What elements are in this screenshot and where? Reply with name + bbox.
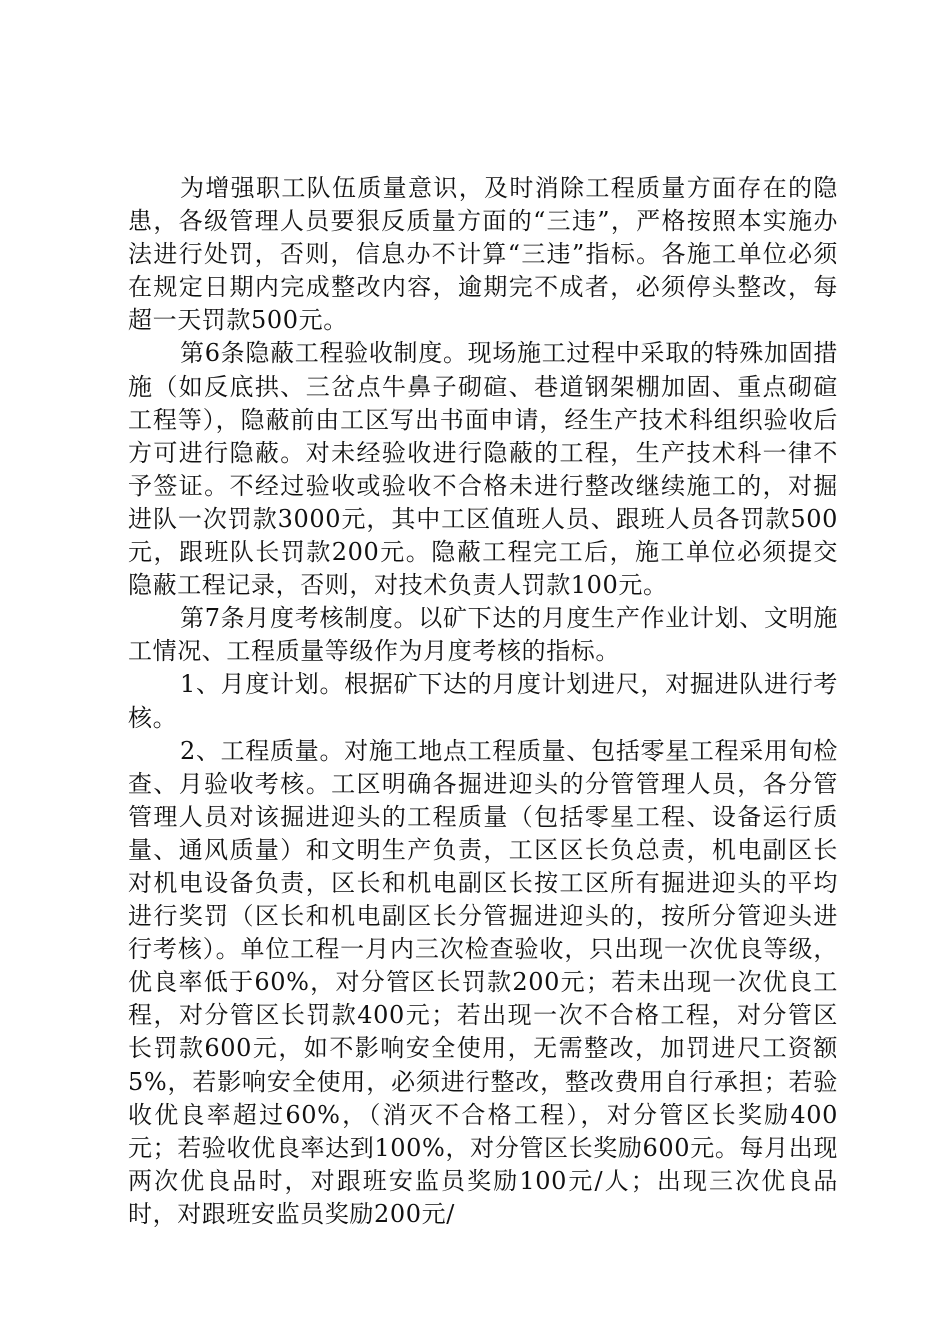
document-page — [128, 172, 838, 1231]
paragraph-item-2: 2、工程质量。对施工地点工程质量、包括零星工程采用旬检查、月验收考核。工区明确各掘进迎头的分管管理人员，各分管管理人员对该掘进迎头的工程质量（包括零星工程、设备运行质量、通风质量）和文明生产负责，工区区长负总责，机电副区长对机电设备负责，区长和机电副区长按工区所有掘进迎头的平均进行奖罚（区长和机电副区长分管掘进迎头的，按所分管迎头进行考核）。单位工程一月内三次检查验收，只出现一次优良等级，优良率低于60%，对分管区长罚款200元；若未出现一次优良工程，对分管区长罚款400元；若出现一次不合格工程，对分管区长罚款600元，如不影响安全使用，无需整改，加罚进尺工资额5%，若影响安全使用，必须进行整改，整改费用自行承担；若验收优良率超过60%，（消灭不合格工程），对分管区长奖励400元；若验收优良率达到100%，对分管区长奖励600元。每月出现两次优良品时，对跟班安监员奖励100元/人；出现三次优良品时，对跟班安监员奖励200元/ — [128, 736, 838, 1228]
paragraph-article-7: 第7条月度考核制度。以矿下达的月度生产作业计划、文明施工情况、工程质量等级作为月度考核的指标。 — [128, 604, 838, 666]
paragraph-quality-awareness: 为增强职工队伍质量意识，及时消除工程质量方面存在的隐患，各级管理人员要狠反质量方面的“三违”，严格按照本实施办法进行处罚，否则，信息办不计算“三违”指标。各施工单位必须在规定日期内完成整改内容，逾期完不成者，必须停头整改，每超一天罚款500元。 — [128, 174, 838, 335]
paragraph-article-6: 第6条隐蔽工程验收制度。现场施工过程中采取的特殊加固措施（如反底拱、三岔点牛鼻子砌碹、巷道钢架棚加固、重点砌碹工程等），隐蔽前由工区写出书面申请，经生产技术科组织验收后方可进行隐蔽。对未经验收进行隐蔽的工程，生产技术科一律不予签证。不经过验收或验收不合格未进行整改继续施工的，对掘进队一次罚款3000元，其中工区值班人员、跟班人员各罚款500元，跟班队长罚款200元。隐蔽工程完工后，施工单位必须提交隐蔽工程记录，否则，对技术负责人罚款100元。 — [128, 339, 838, 600]
paragraph-item-1: 1、月度计划。根据矿下达的月度计划进尺，对掘进队进行考核。 — [128, 670, 838, 732]
